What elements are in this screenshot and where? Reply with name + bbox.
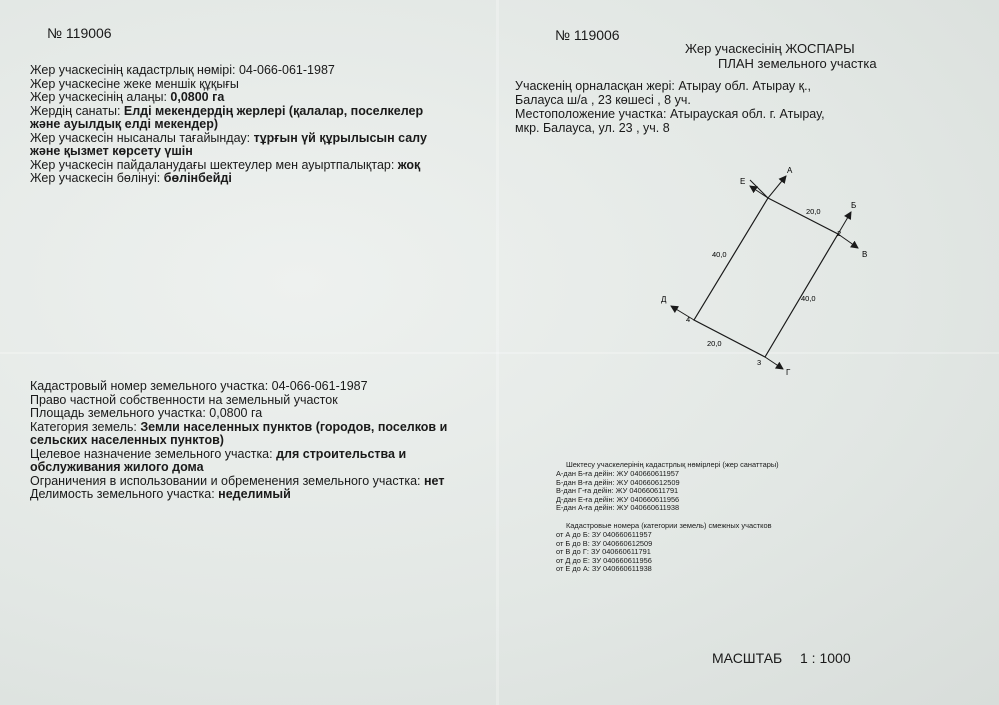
location-line: мкр. Балауса, ул. 23 , уч. 8 (515, 121, 670, 135)
ru-line: Целевое назначение земельного участка: для строительства и (30, 446, 407, 461)
side-length-bottom: 20,0 (707, 339, 722, 348)
arrow-e (750, 186, 768, 198)
neighbors-kz-list (556, 470, 680, 513)
arrow-g (765, 357, 783, 369)
arrow-d (671, 306, 694, 320)
location-line: Местоположение участка: Атырауская обл. г. Атырау, (515, 107, 825, 121)
kz-line: Жер учаскесiн бөлiнуi: бөлiнбейдi (30, 171, 232, 185)
kz-line: Жердiң санаты: Елдi мекендердiң жерлерi (қалалар, поселкелер (30, 103, 424, 118)
letter-v: В (862, 250, 868, 259)
ru-line: Ограничения в использовании и обременения земельного участка: нет (30, 473, 445, 488)
corner-2: 2 (837, 229, 842, 238)
arrow-e-line (750, 180, 768, 198)
corner-4: 4 (686, 315, 691, 324)
parcel-outline (694, 198, 838, 357)
neighbor-kz-item: А-дан Б-ға дейiн: ЖУ 040660611957 (556, 469, 680, 478)
left-certificate-number: № 119006 (47, 25, 112, 41)
letter-b: Б (851, 201, 857, 210)
neighbors-ru-title: Кадастровые номера (категории земель) смежных участков (566, 521, 772, 530)
letter-d: Д (661, 295, 667, 304)
side-length-right: 40,0 (801, 294, 816, 303)
kz-line: Жер учаскесiн пайдаланудағы шектеулер мен ауыртпалықтар: жоқ (30, 157, 421, 172)
ru-line: Право частной собственности на земельный участок (30, 392, 338, 407)
neighbor-ru-item: от В до Г: ЗУ 040660611791 (556, 547, 651, 557)
right-certificate-number: № 119006 (555, 27, 620, 43)
side-length-left: 40,0 (712, 250, 727, 259)
kz-line: Жер учаскесiнiң алаңы: 0,0800 га (30, 90, 225, 104)
corner-3: 3 (757, 358, 762, 367)
kz-line: және қызмет көрсету үшiн (30, 144, 193, 158)
scale-value: 1 : 1000 (800, 650, 851, 666)
neighbor-kz-item: Е-дан А-ға дейiн: ЖУ 040660611938 (556, 503, 680, 513)
neighbor-kz-item: Б-дан В-ға дейiн: ЖУ 040660612509 (556, 477, 680, 487)
plan-title-kz: Жер учаскесiнiң ЖОСПАРЫ (685, 41, 855, 56)
location-line: Учаскенiң орналасқан жерi: Атырау обл. Атырау қ., (515, 79, 812, 93)
scale-label: МАСШТАБ (712, 650, 783, 666)
ru-line: обслуживания жилого дома (30, 460, 204, 474)
neighbors-kz-title: Шектесу учаскелерiнiң кадастрлық нөмiрлерi (жер санаттары) (566, 460, 779, 469)
ru-line: Делимость земельного участка: неделимый (30, 487, 291, 501)
plan-title-ru: ПЛАН земельного участка (718, 56, 877, 71)
neighbor-ru-item: от Б до В: ЗУ 040660612509 (556, 538, 653, 548)
kz-line: Жер учаскесiнiң кадастрлық нөмiрi: 04-066-061-1987 (30, 63, 335, 77)
side-length-top: 20,0 (806, 207, 821, 216)
ru-line: Кадастровый номер земельного участка: 04-066-061-1987 (30, 379, 368, 393)
kz-line: Жер учаскесiн нысаналы тағайындау: тұрғын үй құрылысын салу (30, 130, 427, 145)
neighbors-ru-list (556, 531, 652, 574)
neighbor-ru-item: от А до Б: ЗУ 040660611957 (556, 530, 652, 539)
letter-a: А (787, 166, 793, 175)
location-line: Балауса ш/а , 23 көшесi , 8 уч. (515, 93, 691, 107)
ru-line: Площадь земельного участка: 0,0800 га (30, 406, 263, 420)
ru-line: сельских населенных пунктов) (30, 433, 224, 447)
neighbor-kz-item: Д-дан Е-ға дейiн: ЖУ 040660611956 (556, 494, 680, 504)
neighbor-ru-item: от Д до Е: ЗУ 040660611956 (556, 555, 652, 565)
kz-line: Жер учаскесiне жеке меншiк құқығы (30, 76, 239, 91)
kz-line: және ауылдық елдi мекендер) (30, 117, 219, 131)
arrow-a (768, 176, 786, 198)
ru-line: Категория земель: Земли населенных пунктов (городов, поселков и (30, 419, 448, 434)
neighbor-ru-item: от Е до А: ЗУ 040660611938 (556, 564, 652, 574)
letter-e: Е (740, 177, 746, 186)
letter-g: Г (786, 368, 791, 377)
neighbor-kz-item: В-дан Г-ға дейiн: ЖУ 040660611791 (556, 486, 679, 496)
